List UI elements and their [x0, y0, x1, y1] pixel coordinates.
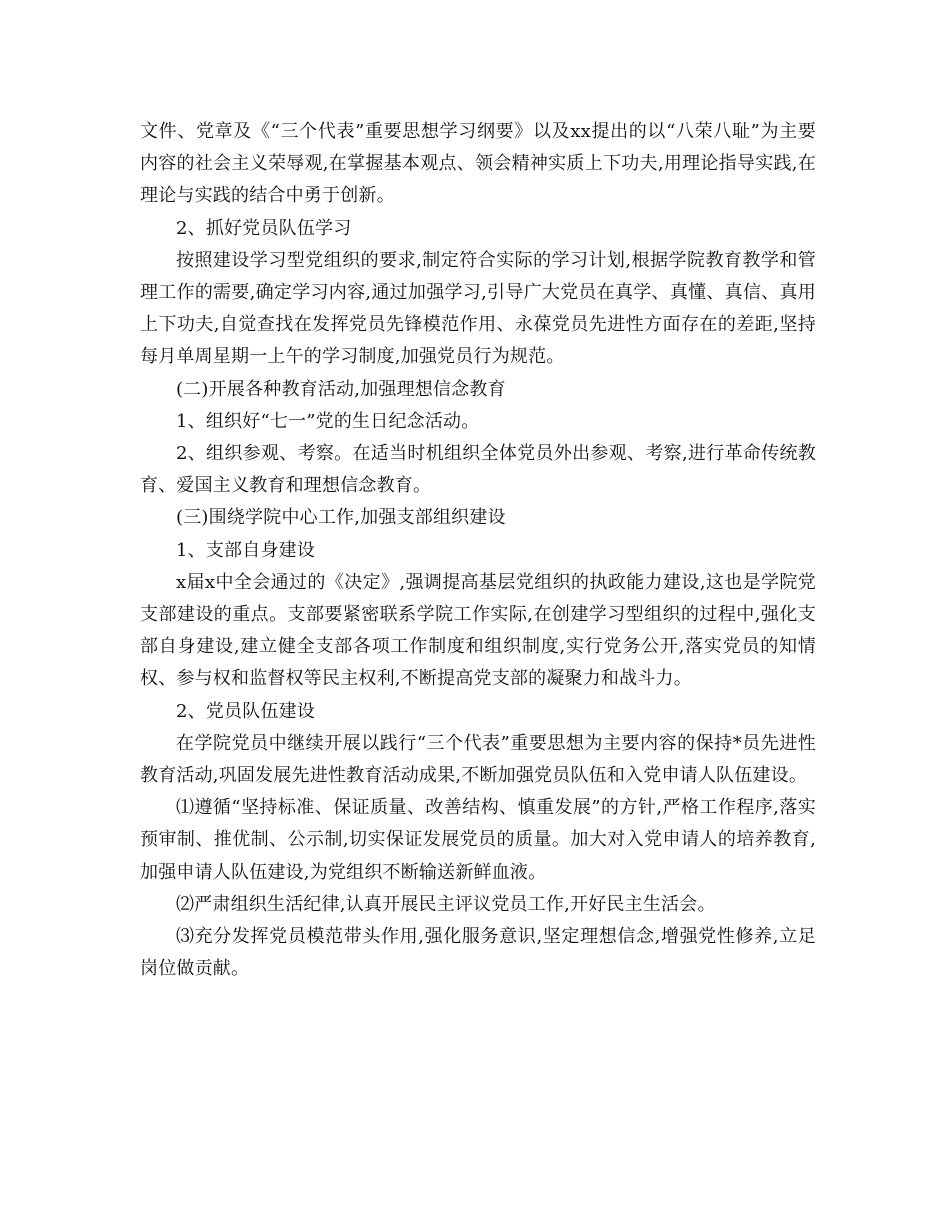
list-item-2: ⑵严肃组织生活纪律,认真开展民主评议党员工作,开好民主生活会。 [176, 893, 716, 915]
item-visit-inspection: 2、组织参观、考察。在适当时机组织全体党员外出参观、考察,进行革命传统教育、爱国主义教育和理想信念教育。 [140, 443, 816, 497]
heading-education-activities: (二)开展各种教育活动,加强理想信念教育 [176, 378, 506, 400]
heading-party-member-study: 2、抓好党员队伍学习 [176, 217, 352, 239]
heading-branch-organization: (三)围绕学院中心工作,加强支部组织建设 [176, 507, 506, 529]
paragraph-member-team-building: 在学院党员中继续开展以践行“三个代表”重要思想为主要内容的保持*员先进性教育活动,巩固发展先进性教育活动成果,不断加强党员队伍和入党申请人队伍建设。 [140, 732, 816, 787]
document-body [140, 116, 816, 985]
heading-branch-self-building: 1、支部自身建设 [176, 539, 316, 561]
list-item-3: ⑶充分发挥党员模范带头作用,强化服务意识,坚定理想信念,增强党性修养,立足岗位做贡献。 [140, 926, 816, 980]
heading-member-team-building: 2、党员队伍建设 [176, 700, 316, 722]
paragraph-study-plan: 按照建设学习型党组织的要求,制定符合实际的学习计划,根据学院教育教学和管理工作的需要,确定学习内容,通过加强学习,引导广大党员在真学、真懂、真信、真用上下功夫,自觉查找在发挥党员先锋模范作用、永葆党员先进性方面存在的差距,坚持每月单周星期一上午的学习制度,加强党员行为规范。 [140, 249, 816, 368]
paragraph-intro-continuation: 文件、党章及《“三个代表”重要思想学习纲要》以及xx提出的以“八荣八耻”为主要内容的社会主义荣辱观,在掌握基本观点、领会精神实质上下功夫,用理论指导实践,在理论与实践的结合中勇于创新。 [140, 121, 816, 207]
list-item-1: ⑴遵循“坚持标准、保证质量、改善结构、慎重发展”的方针,严格工作程序,落实预审制、推优制、公示制,切实保证发展党员的质量。加大对入党申请人的培养教育,加强申请人队伍建设,为党组织不断输送新鲜血液。 [140, 797, 816, 883]
paragraph-branch-self-building: x届x中全会通过的《决定》,强调提高基层党组织的执政能力建设,这也是学院党支部建设的重点。支部要紧密联系学院工作实际,在创建学习型组织的过程中,强化支部自身建设,建立健全支部各项工作制度和组织制度,实行党务公开,落实党员的知情权、参与权和监督权等民主权利,不断提高党支部的凝聚力和战斗力。 [140, 571, 816, 690]
item-july-first-activity: 1、组织好“七一”党的生日纪念活动。 [176, 410, 480, 432]
